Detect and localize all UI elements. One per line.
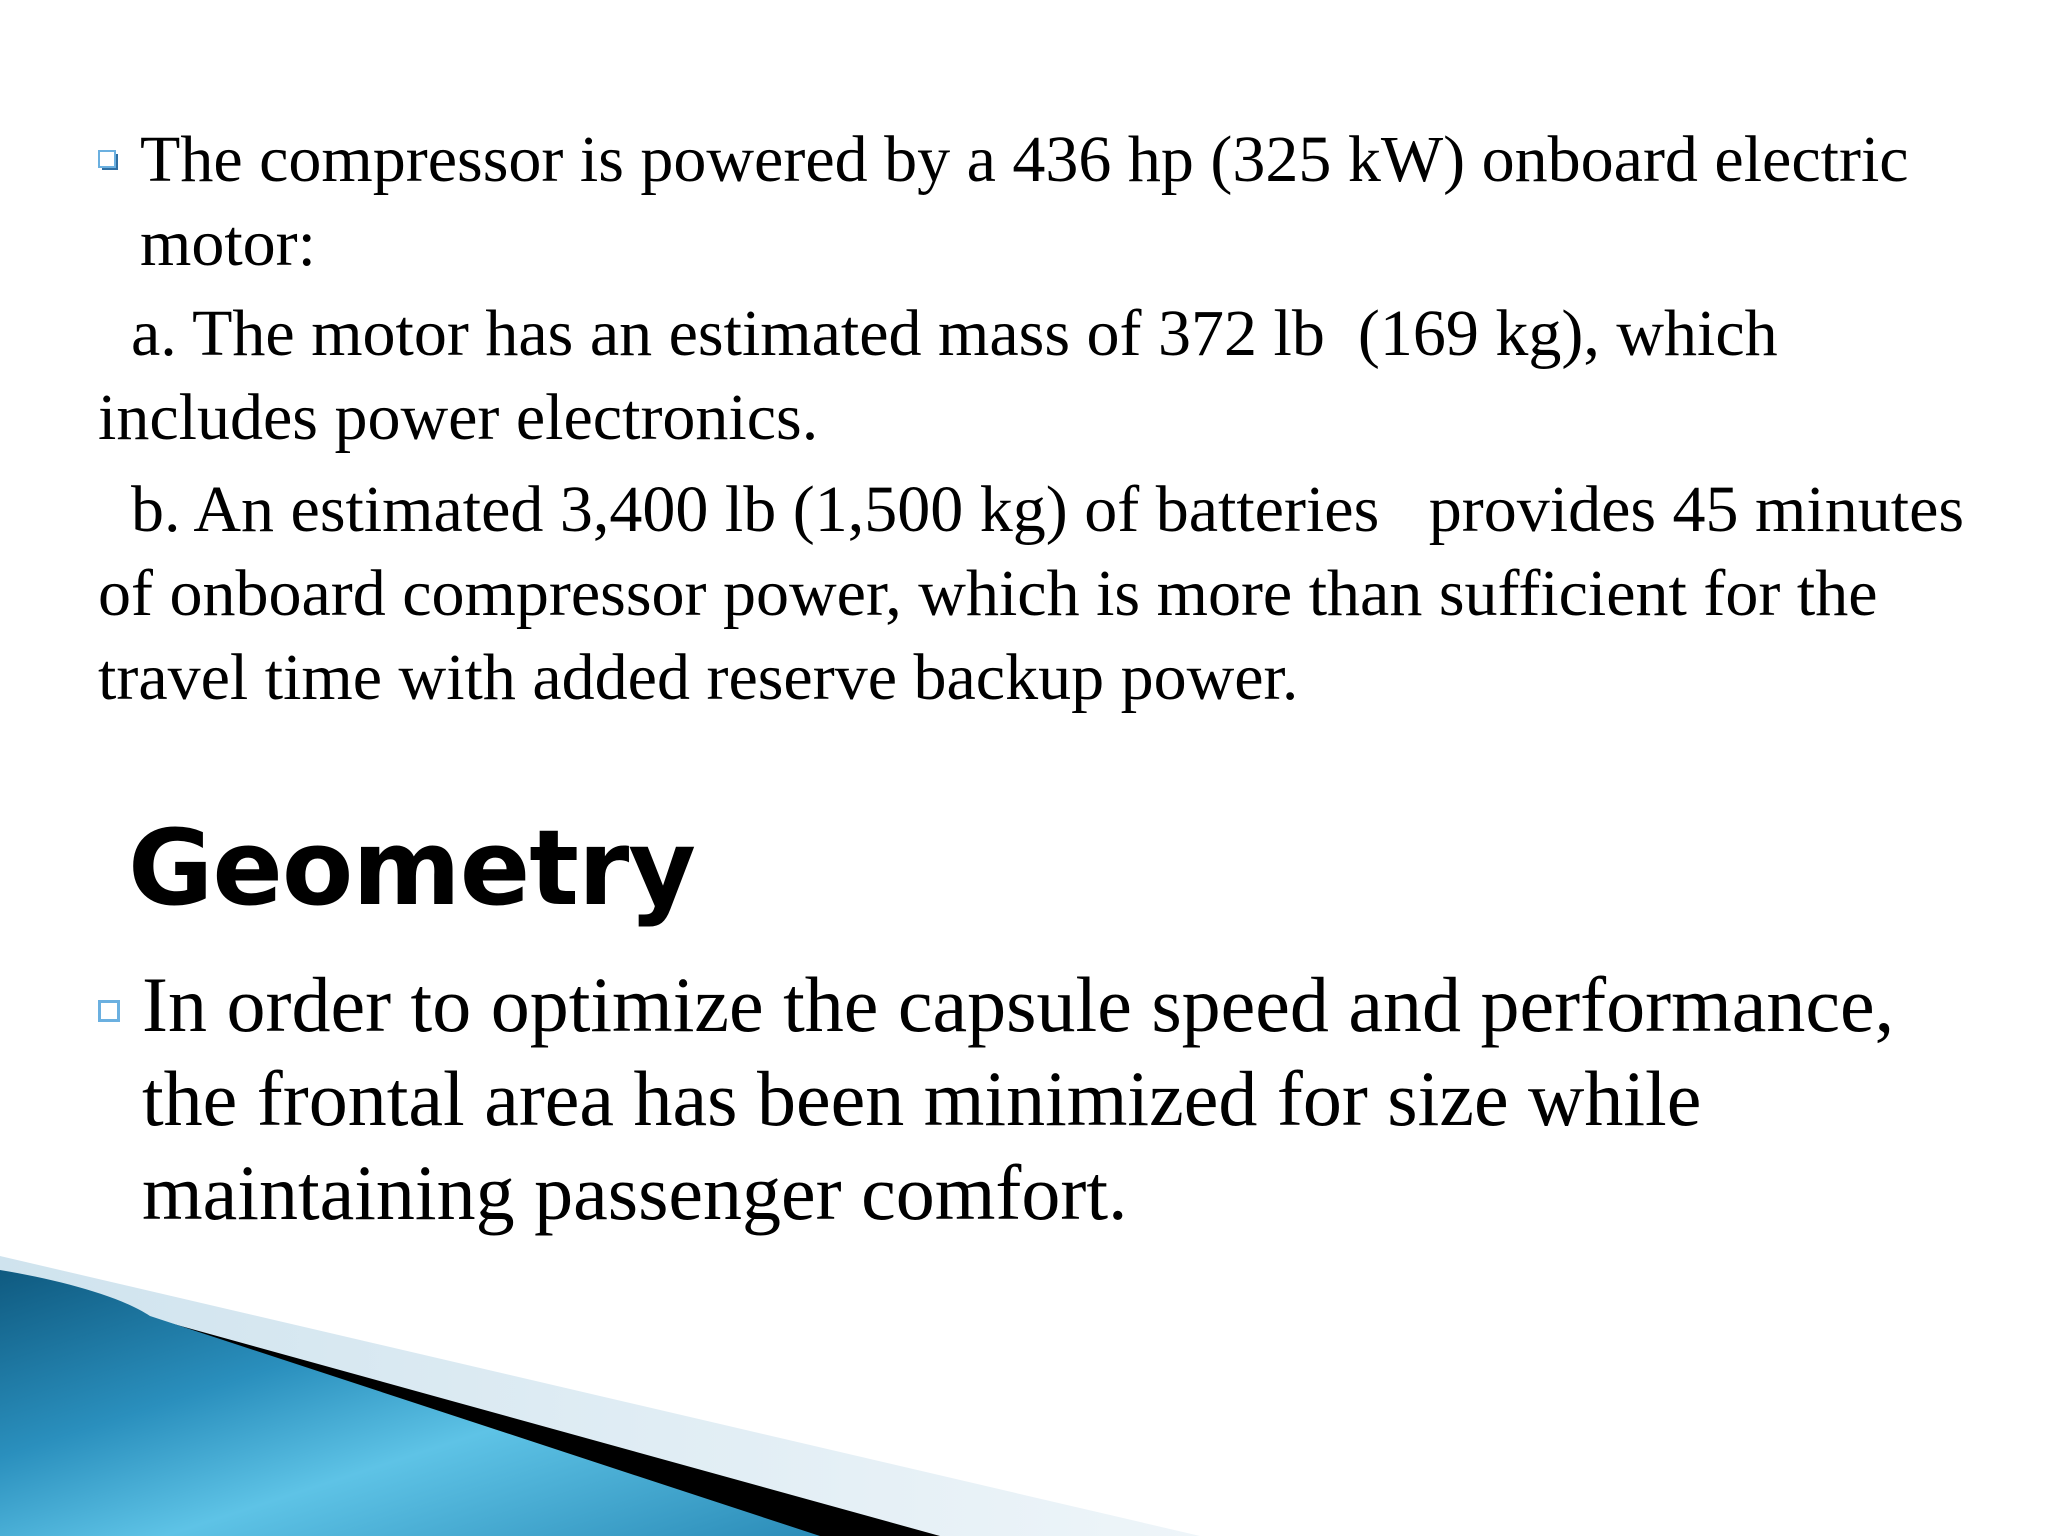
bullet-row [98,958,1998,1240]
square-bullet-icon [98,150,120,172]
bullet-text: The compressor is powered by a 436 hp (325 kW) onboard electric motor: [140,123,1909,280]
sub-item-a: a. The motor has an estimated mass of 372 lb (169 kg), which includes power electronics. [98,297,1795,454]
sub-item-b: b. An estimated 3,400 lb (1,500 kg) of batteries provides 45 minutes of onboard compressor power, which is more than sufficient for the travel time with added reserve backup power. [98,473,1981,714]
bullet-text: In order to optimize the capsule speed and performance, the frontal area has been minimized for size while maintaining passenger comfort. [142,961,1895,1236]
bullet-item-compressor [98,118,1998,286]
bullet-row [98,118,1998,286]
square-bullet-icon [98,1000,122,1024]
section-heading: Geometry [128,807,696,929]
decorative-swoosh [0,1256,2048,1536]
bullet-item-geometry [98,958,1998,1240]
